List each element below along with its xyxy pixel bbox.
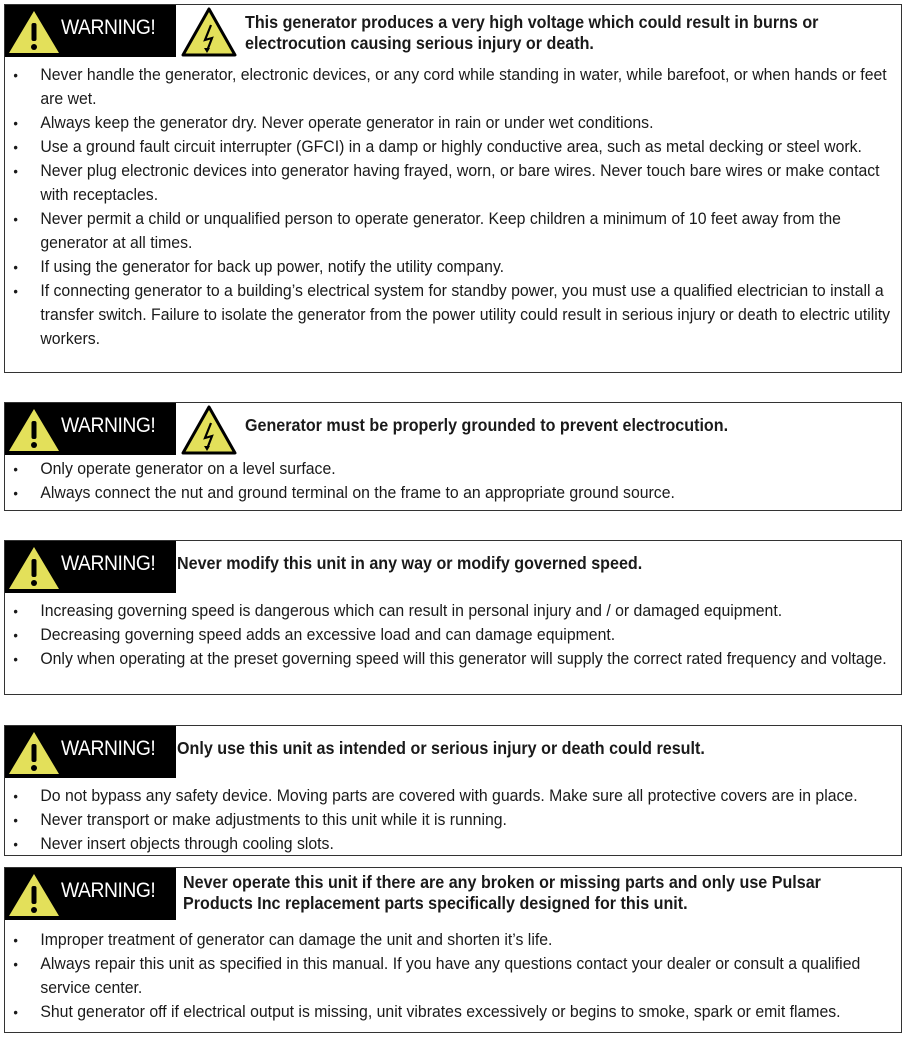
high-voltage-icon — [181, 7, 237, 57]
list-item: • Never handle the generator, electronic devices, or any cord while standing in water, while barefoot, or when hands or feet are wet. — [5, 63, 903, 111]
warning-list — [5, 63, 901, 353]
warning-box-governed-speed — [4, 540, 902, 695]
list-item: • Decreasing governing speed adds an excessive load and can damage equipment. — [5, 623, 903, 647]
warning-badge — [5, 403, 176, 455]
warning-badge — [5, 868, 176, 920]
exclamation-triangle-icon — [7, 872, 61, 918]
list-item: • Always keep the generator dry. Never operate generator in rain or under wet conditions. — [5, 111, 903, 135]
list-item: • Never plug electronic devices into generator having frayed, worn, or bare wires. Never touch bare wires or make contact with receptacles. — [5, 159, 903, 207]
exclamation-triangle-icon — [7, 407, 61, 453]
list-item: • Always connect the nut and ground terminal on the frame to an appropriate ground source. — [5, 481, 903, 505]
warning-label: WARNING! — [61, 879, 156, 902]
warning-header — [5, 403, 901, 455]
warning-header — [5, 726, 901, 778]
warning-badge — [5, 541, 176, 593]
warning-header — [5, 541, 901, 593]
list-item: • Increasing governing speed is dangerous which can result in personal injury and / or damaged equipment. — [5, 599, 903, 623]
warning-box-grounding — [4, 402, 902, 511]
high-voltage-icon — [181, 405, 237, 455]
list-item: • Always repair this unit as specified in this manual. If you have any questions contact your dealer or consult a qualified service center. — [5, 952, 903, 1000]
list-item: • If connecting generator to a building’s electrical system for standby power, you must use a qualified electrician to install a transfer switch. Failure to isolate the generator from the power utility could result in serious injury or death to electric utility workers. — [5, 279, 903, 351]
warning-list — [5, 784, 901, 858]
warning-header — [5, 868, 901, 920]
warning-title: Never modify this unit in any way or modify governed speed. — [177, 553, 643, 573]
warning-label: WARNING! — [61, 737, 156, 760]
warning-badge — [5, 726, 176, 778]
warning-header — [5, 5, 901, 57]
warning-title: Never operate this unit if there are any broken or missing parts and only use Pulsar Products Inc replacement parts specifically designed for this unit. — [183, 872, 821, 913]
list-item: • Only when operating at the preset governing speed will this generator will supply the correct rated frequency and voltage. — [5, 647, 903, 671]
warning-label: WARNING! — [61, 552, 156, 575]
warning-label: WARNING! — [61, 414, 156, 437]
exclamation-triangle-icon — [7, 730, 61, 776]
list-item: • Only operate generator on a level surface. — [5, 457, 903, 481]
warning-title: Generator must be properly grounded to prevent electrocution. — [245, 415, 729, 435]
warning-title: Only use this unit as intended or serious injury or death could result. — [177, 738, 705, 758]
warning-title: This generator produces a very high voltage which could result in burns or electrocution causing serious injury or death. — [245, 12, 819, 53]
exclamation-triangle-icon — [7, 9, 61, 55]
list-item: • Use a ground fault circuit interrupter (GFCI) in a damp or highly conductive area, such as metal decking or steel work. — [5, 135, 903, 159]
list-item: • Do not bypass any safety device. Moving parts are covered with guards. Make sure all protective covers are in place. — [5, 784, 903, 808]
list-item: • Shut generator off if electrical output is missing, unit vibrates excessively or begins to smoke, spark or emit flames. — [5, 1000, 903, 1024]
list-item: • Never transport or make adjustments to this unit while it is running. — [5, 808, 903, 832]
warning-list — [5, 457, 901, 507]
warning-box-replacement-parts — [4, 867, 902, 1033]
warning-box-intended-use — [4, 725, 902, 856]
list-item: • Improper treatment of generator can damage the unit and shorten it’s life. — [5, 928, 903, 952]
exclamation-triangle-icon — [7, 545, 61, 591]
warning-list — [5, 599, 901, 673]
list-item: • Never permit a child or unqualified person to operate generator. Keep children a minimum of 10 feet away from the generator at all times. — [5, 207, 903, 255]
list-item: • If using the generator for back up power, notify the utility company. — [5, 255, 903, 279]
warning-label: WARNING! — [61, 16, 156, 39]
list-item: • Never insert objects through cooling slots. — [5, 832, 903, 856]
warning-list — [5, 928, 901, 1026]
warning-box-high-voltage — [4, 4, 902, 373]
warning-badge — [5, 5, 176, 57]
